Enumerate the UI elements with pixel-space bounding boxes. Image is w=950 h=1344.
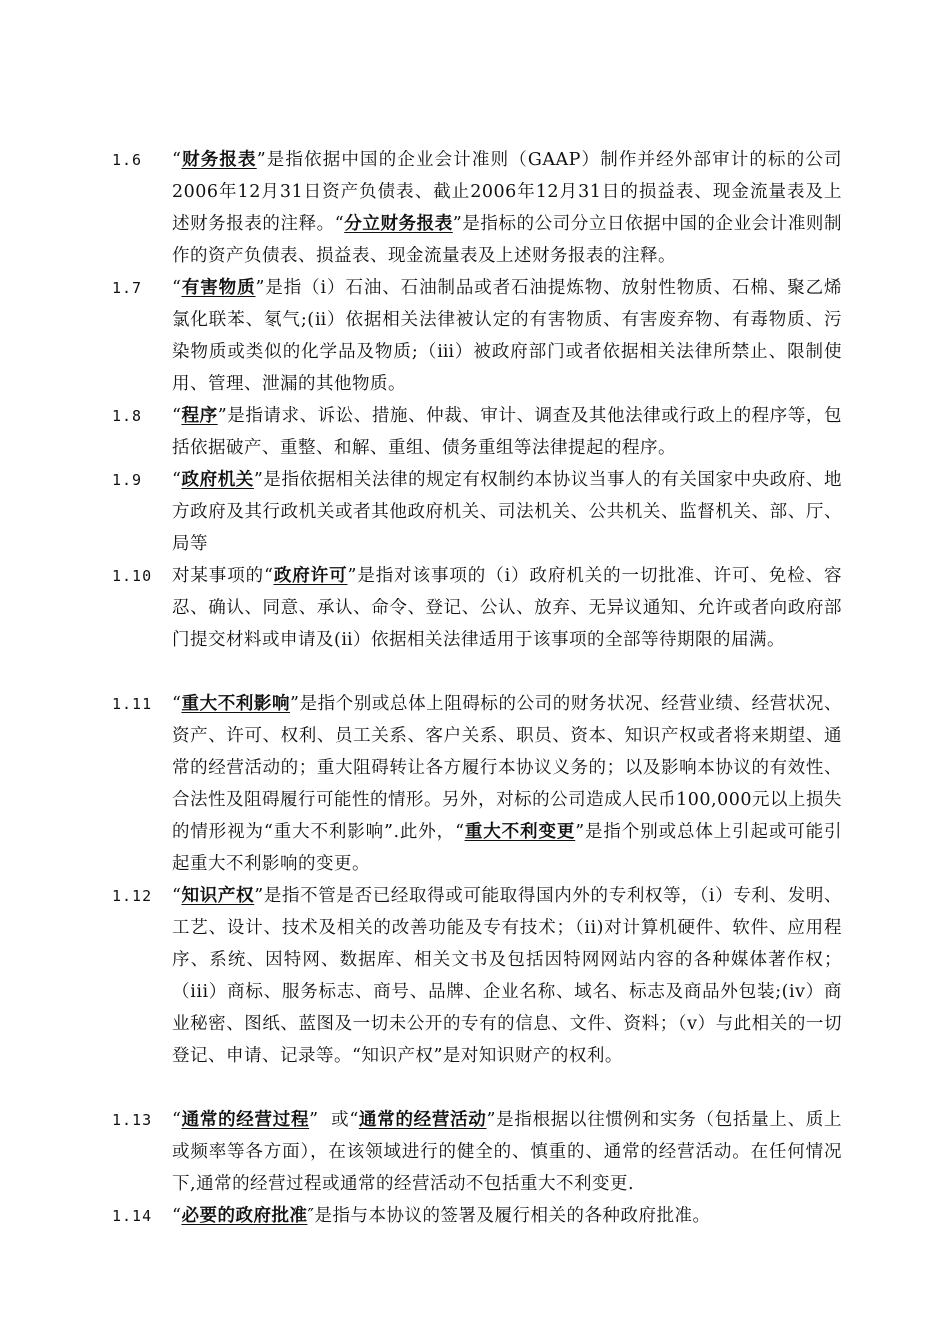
text-run: ”是指依据中国的企业会计准则（GAAP）制作并经外部审计的标的公司2006年12月31日资产负债表、截止2006年12月31日的损益表、现金流量表及上述财务报表的注释。“: [172, 150, 842, 234]
clause-1-7: [112, 272, 842, 400]
clause-number: 1.8: [112, 407, 143, 425]
clause-text: [172, 688, 842, 880]
clause-1-14: [112, 1200, 842, 1232]
clause-number: 1.9: [112, 471, 143, 489]
clause-text: [172, 1200, 842, 1232]
clause-number: 1.6: [112, 151, 143, 169]
clause-number: 1.7: [112, 279, 143, 297]
clause-text: [172, 1104, 842, 1200]
clause-number: 1.11: [112, 695, 153, 713]
clause-1-12: [112, 880, 842, 1072]
defined-term: 程序: [181, 406, 218, 426]
defined-term: 有害物质: [181, 278, 256, 298]
clause-1-6: [112, 144, 842, 272]
clause-text: [172, 880, 842, 1072]
text-run: ”是指个别或总体上引起或可能引起重大不利影响的变更。: [172, 822, 843, 874]
defined-term: 通常的经营过程: [181, 1110, 310, 1130]
defined-term: 分立财务报表: [344, 214, 453, 234]
text-run: “: [172, 886, 182, 906]
clause-1-13: [112, 1104, 842, 1200]
clause-number: 1.14: [112, 1207, 153, 1225]
clause-text: [172, 560, 842, 656]
clause-1-11: [112, 688, 842, 880]
clause-text: [172, 464, 842, 560]
clause-text: [172, 272, 842, 400]
text-run: ”是指不管是否已经取得或可能取得国内外的专利权等，（i）专利、发明、工艺、设计、技术及相关的改善功能及专有技术；（ii)对计算机硬件、软件、应用程序、系统、因特网、数据库、相关文书及包括因特网网站内容的各种媒体著作权；（iii）商标、服务标志、商号、品牌、企业名称、域名、标志及商品外包装;(iv）商业秘密、图纸、蓝图及一切未公开的专有的信息、文件、资料；（ⅴ）与此相关的一切登记、申请、记录等。“知识产权”是对知识财产的权利。: [172, 886, 843, 1066]
defined-term: 重大不利影响: [181, 694, 291, 714]
clause-text: [172, 400, 842, 464]
defined-term: 政府许可: [273, 566, 348, 586]
text-run: ”是指请求、诉讼、措施、仲裁、审计、调查及其他法律或行政上的程序等，包括依据破产、重整、和解、重组、债务重组等法律提起的程序。: [172, 406, 843, 458]
text-run: “: [172, 470, 182, 490]
text-run: “: [172, 150, 182, 170]
text-run: ”是指根据以往惯例和实务（包括量上、质上或频率等各方面），在该领域进行的健全的、慎重的、通常的经营活动。在任何情况下,通常的经营过程或通常的经营活动不包括重大不利变更.: [172, 1110, 842, 1194]
defined-term: 知识产权: [181, 886, 255, 906]
defined-term: 必要的政府批准: [181, 1206, 308, 1226]
text-run: ”是指标的公司分立日依据中国的企业会计准则制作的资产负债表、损益表、现金流量表及上述财务报表的注释。: [172, 214, 842, 266]
clause-number: 1.12: [112, 887, 153, 905]
text-run: “: [172, 1206, 182, 1226]
clause-number: 1.10: [112, 567, 153, 585]
text-run: ” 或“: [309, 1110, 359, 1130]
text-run: “: [172, 406, 182, 426]
text-run: 对某事项的“: [172, 566, 274, 586]
clause-1-9: [112, 464, 842, 560]
defined-term: 通常的经营活动: [358, 1110, 487, 1130]
text-run: “: [172, 278, 182, 298]
text-run: ”是指依据相关法律的规定有权制约本协议当事人的有关国家中央政府、地方政府及其行政机关或者其他政府机关、司法机关、公共机关、监督机关、部、厅、局等: [172, 470, 842, 554]
clause-number: 1.13: [112, 1111, 153, 1129]
defined-term: 政府机关: [181, 470, 254, 490]
text-run: ”是指个别或总体上阻碍标的公司的财务状况、经营业绩、经营状况、资产、许可、权利、员工关系、客户关系、职员、资本、知识产权或者将来期望、通常的经营活动的；重大阻碍转让各方履行本协议义务的；以及影响本协议的有效性、合法性及阻碍履行可能性的情形。另外，对标的公司造成人民币100,000元以上损失的情形视为“重大不利影响”.此外，“: [172, 694, 842, 842]
text-run: ″是指与本协议的签署及履行相关的各种政府批准。: [307, 1206, 711, 1226]
text-run: “: [172, 1110, 182, 1130]
clause-1-10: [112, 560, 842, 656]
defined-term: 财务报表: [181, 150, 257, 170]
text-run: ”是指对该事项的（ⅰ）政府机关的一切批准、许可、免检、容忍、确认、同意、承认、命令、登记、公认、放弃、无异议通知、允许或者向政府部门提交材料或申请及(ⅱ）依据相关法律适用于该事项的全部等待期限的届满。: [172, 566, 843, 650]
text-run: “: [172, 694, 182, 714]
defined-term: 重大不利变更: [464, 822, 576, 842]
clause-text: [172, 144, 842, 272]
text-run: ”是指（ⅰ）石油、石油制品或者石油提炼物、放射性物质、石棉、聚乙烯氯化联苯、氡气;(ⅱ）依据相关法律被认定的有害物质、有害废弃物、有毒物质、污染物质或类似的化学品及物质;（ⅲ）被政府部门或者依据相关法律所禁止、限制使用、管理、泄漏的其他物质。: [172, 278, 842, 394]
clause-1-8: [112, 400, 842, 464]
